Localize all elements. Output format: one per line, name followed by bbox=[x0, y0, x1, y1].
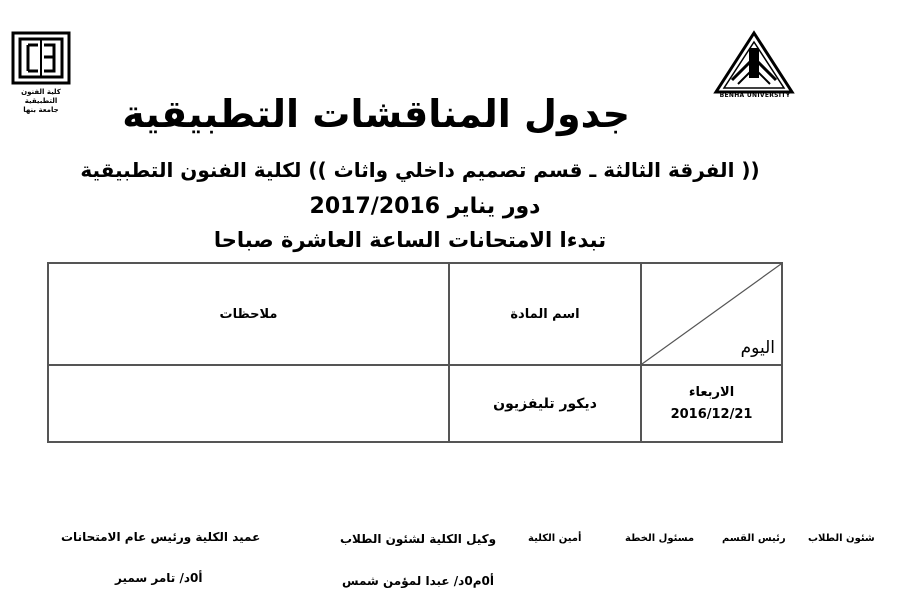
signature-dean-name: أ0د/ تامر سمير bbox=[115, 571, 203, 585]
faculty-emblem-icon bbox=[10, 30, 72, 86]
subject-cell bbox=[449, 365, 641, 442]
notes-header-label: ملاحظات bbox=[219, 306, 278, 322]
signature-plan-officer: مسئول الخطة bbox=[625, 533, 695, 544]
logo-caption-line1: كلية الفنون التطبيقية bbox=[21, 88, 61, 105]
day-header-cell bbox=[641, 263, 782, 365]
notes-header-cell bbox=[48, 263, 449, 365]
subtitle-session: دور يناير 2017/2016 bbox=[309, 194, 541, 219]
table-row bbox=[48, 365, 782, 442]
day-cell bbox=[641, 365, 782, 442]
subject-header-cell bbox=[449, 263, 641, 365]
signature-vice-dean-title: وكيل الكلية لشئون الطلاب bbox=[340, 532, 497, 546]
subtitle-start-time: تبدءا الامتحانات الساعة العاشرة صباحا bbox=[213, 228, 607, 252]
subject-name: ديكور تليفزيون bbox=[493, 395, 597, 412]
signature-vice-dean-name: أ0م0د/ عبدا لمؤمن شمس bbox=[342, 574, 494, 588]
exam-date: 2016/12/21 bbox=[670, 406, 753, 422]
university-logo bbox=[712, 30, 796, 102]
signature-student-affairs: شئون الطلاب bbox=[808, 533, 875, 544]
table-header-row bbox=[48, 263, 782, 365]
day-header-label: اليوم bbox=[740, 338, 775, 358]
schedule-table bbox=[47, 262, 783, 443]
subject-header-label: اسم المادة bbox=[510, 306, 580, 322]
day-name: الاربعاء bbox=[688, 384, 735, 400]
signature-dean-title: عميد الكلية ورئيس عام الامتحانات bbox=[61, 530, 261, 544]
university-logo-text: BENHA UNIVERSITY bbox=[719, 92, 791, 99]
logo-caption-line2: جامعة بنها bbox=[23, 106, 59, 114]
signature-college-secretary: أمين الكلية bbox=[528, 533, 582, 544]
faculty-logo bbox=[6, 30, 76, 115]
notes-cell bbox=[48, 365, 449, 442]
signature-dept-head: رئيس القسم bbox=[722, 533, 786, 544]
page-title: جدول المناقشات التطبيقية bbox=[122, 92, 630, 136]
subtitle-program: (( الفرقة الثالثة ـ قسم تصميم داخلي واثاث )) لكلية الفنون التطبيقية bbox=[80, 158, 760, 182]
